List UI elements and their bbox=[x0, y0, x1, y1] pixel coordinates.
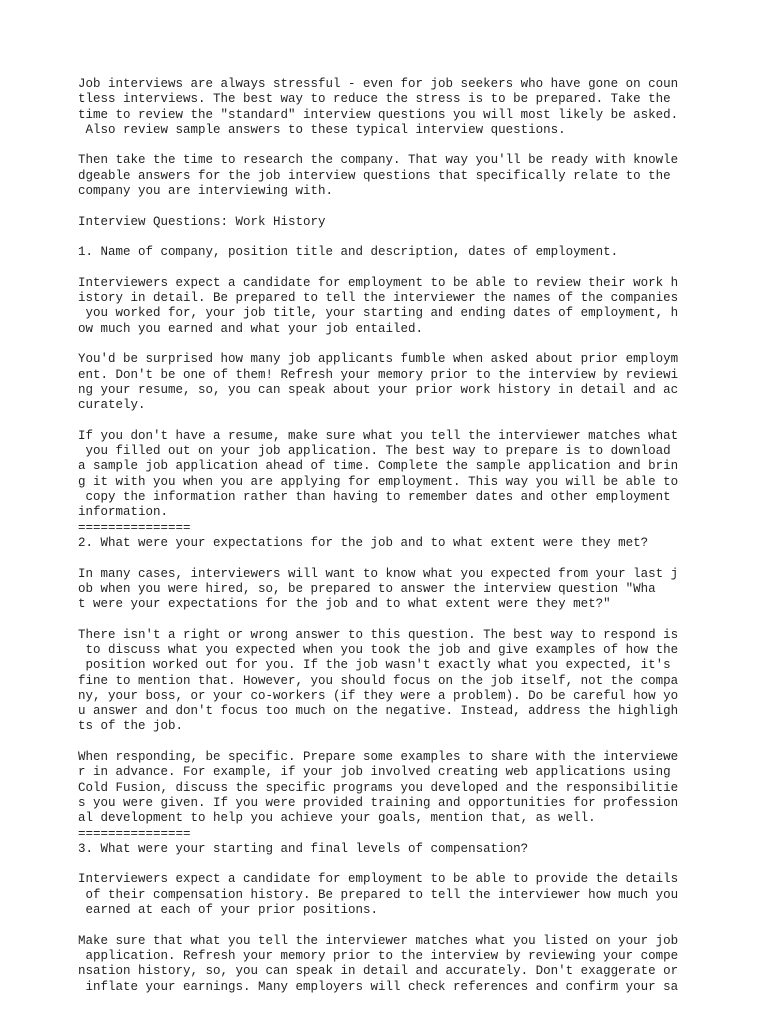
text-line: 2. What were your expectations for the job and to what extent were they met? bbox=[78, 535, 649, 550]
blank-line bbox=[78, 551, 698, 566]
text-line: When responding, be specific. Prepare some examples to share with the interviewe bbox=[78, 750, 679, 765]
text-line: In many cases, interviewers will want to know what you expected from your last j bbox=[78, 566, 679, 581]
text-line: position worked out for you. If the job wasn't exactly what you expected, it's bbox=[78, 658, 671, 673]
text-line: r in advance. For example, if your job involved creating web applications using bbox=[78, 765, 671, 780]
text-line: dgeable answers for the job interview questions that specifically relate to the bbox=[78, 168, 671, 183]
text-line: Interviewers expect a candidate for employment to be able to review their work h bbox=[78, 275, 679, 290]
section-divider: =============== bbox=[78, 826, 191, 841]
document-page bbox=[78, 77, 698, 995]
text-line: Cold Fusion, discuss the specific programs you developed and the responsibilitie bbox=[78, 780, 679, 795]
text-line: copy the information rather than having to remember dates and other employment bbox=[78, 490, 671, 505]
blank-line bbox=[78, 199, 698, 214]
text-line: nsation history, so, you can speak in detail and accurately. Don't exaggerate or bbox=[78, 964, 679, 979]
text-line: There isn't a right or wrong answer to this question. The best way to respond is bbox=[78, 627, 679, 642]
text-line: time to review the "standard" interview questions you will most likely be asked. bbox=[78, 107, 679, 122]
text-line: ts of the job. bbox=[78, 719, 184, 734]
text-line: earned at each of your prior positions. bbox=[78, 903, 379, 918]
text-line: If you don't have a resume, make sure what you tell the interviewer matches what bbox=[78, 428, 679, 443]
text-line: Make sure that what you tell the interviewer matches what you listed on your job bbox=[78, 933, 679, 948]
blank-line bbox=[78, 918, 698, 933]
text-line: t were your expectations for the job and to what extent were they met?" bbox=[78, 597, 611, 612]
text-line: information. bbox=[78, 505, 169, 520]
text-line: Interview Questions: Work History bbox=[78, 214, 326, 229]
blank-line bbox=[78, 414, 698, 429]
text-line: Also review sample answers to these typical interview questions. bbox=[78, 122, 566, 137]
text-line: g it with you when you are applying for employment. This way you will be able to bbox=[78, 474, 679, 489]
text-line: ny, your boss, or your co-workers (if they were a problem). Do be careful how yo bbox=[78, 688, 679, 703]
text-line: s you were given. If you were provided training and opportunities for profession bbox=[78, 795, 679, 810]
text-line: ob when you were hired, so, be prepared to answer the interview question "Wha bbox=[78, 581, 656, 596]
blank-line bbox=[78, 337, 698, 352]
blank-line bbox=[78, 138, 698, 153]
blank-line bbox=[78, 261, 698, 276]
text-line: al development to help you achieve your goals, mention that, as well. bbox=[78, 811, 596, 826]
text-line: ow much you earned and what your job entailed. bbox=[78, 321, 424, 336]
text-line: 1. Name of company, position title and description, dates of employment. bbox=[78, 245, 619, 260]
text-line: you filled out on your job application. The best way to prepare is to download bbox=[78, 444, 671, 459]
text-line: 3. What were your starting and final levels of compensation? bbox=[78, 841, 529, 856]
text-line: curately. bbox=[78, 398, 146, 413]
text-line: Interviewers expect a candidate for employment to be able to provide the details bbox=[78, 872, 679, 887]
text-line: to discuss what you expected when you took the job and give examples of how the bbox=[78, 642, 679, 657]
text-line: application. Refresh your memory prior to the interview by reviewing your compe bbox=[78, 948, 679, 963]
text-line: company you are interviewing with. bbox=[78, 184, 334, 199]
text-line: tless interviews. The best way to reduce the stress is to be prepared. Take the bbox=[78, 92, 671, 107]
text-line: istory in detail. Be prepared to tell the interviewer the names of the companies bbox=[78, 291, 679, 306]
text-line: ng your resume, so, you can speak about your prior work history in detail and ac bbox=[78, 382, 679, 397]
text-line: a sample job application ahead of time. Complete the sample application and brin bbox=[78, 459, 679, 474]
blank-line bbox=[78, 735, 698, 750]
blank-line bbox=[78, 857, 698, 872]
text-line: u answer and don't focus too much on the negative. Instead, address the highligh bbox=[78, 704, 679, 719]
text-line: ent. Don't be one of them! Refresh your memory prior to the interview by reviewi bbox=[78, 367, 679, 382]
text-line: fine to mention that. However, you should focus on the job itself, not the compa bbox=[78, 673, 679, 688]
blank-line bbox=[78, 612, 698, 627]
text-line: inflate your earnings. Many employers will check references and confirm your sa bbox=[78, 979, 679, 994]
blank-line bbox=[78, 230, 698, 245]
text-line: you worked for, your job title, your starting and ending dates of employment, h bbox=[78, 306, 679, 321]
section-divider: =============== bbox=[78, 520, 191, 535]
text-line: Then take the time to research the company. That way you'll be ready with knowle bbox=[78, 153, 679, 168]
text-line: of their compensation history. Be prepared to tell the interviewer how much you bbox=[78, 887, 679, 902]
text-line: Job interviews are always stressful - even for job seekers who have gone on coun bbox=[78, 77, 679, 91]
text-line: You'd be surprised how many job applicants fumble when asked about prior employm bbox=[78, 352, 679, 367]
